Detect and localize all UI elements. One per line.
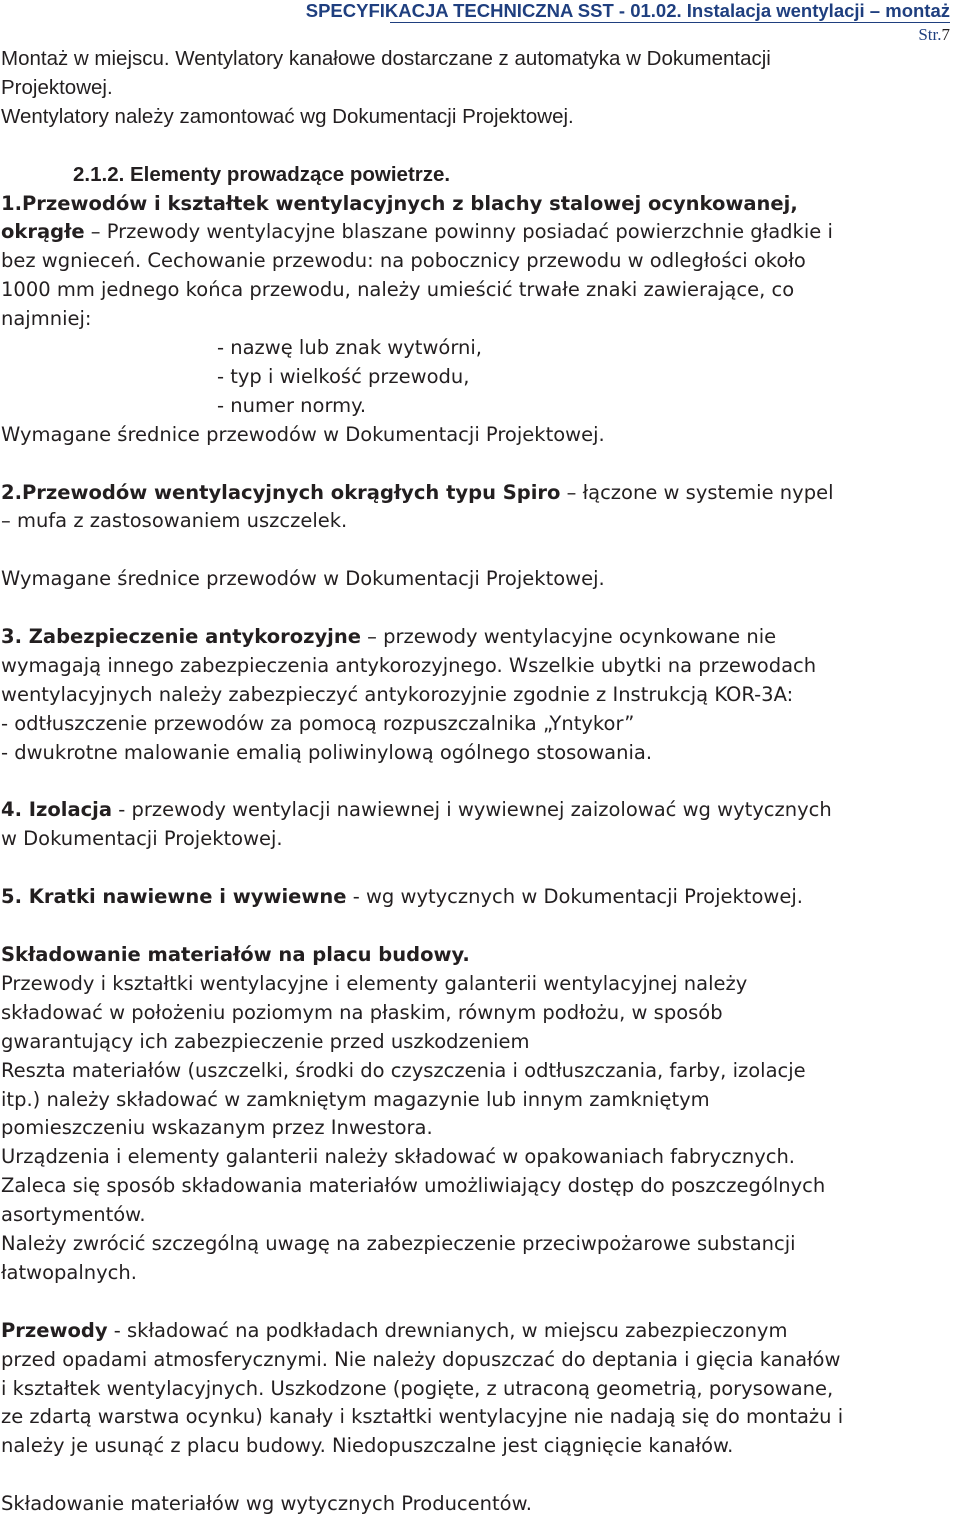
section-heading-212: 2.1.2. Elementy prowadzące powietrze. — [73, 162, 451, 186]
przewody-line: przed opadami atmosferycznymi. Nie należy dopuszczać do deptania i gięcia kanałów — [1, 1347, 841, 1371]
item-3-line-3: wentylacyjnych należy zabezpieczyć antykorozyjnie zgodnie z Instrukcją KOR-3A: — [1, 682, 794, 706]
item-1-line-4: najmniej: — [1, 307, 92, 331]
item-1-line-3: 1000 mm jednego końca przewodu, należy umieścić trwałe znaki zawierające, co — [1, 278, 795, 302]
item-1-heading: 1.Przewodów i kształtek wentylacyjnych z blachy stalowej ocynkowanej, — [1, 191, 798, 215]
final-line: Składowanie materiałów wg wytycznych Producentów. — [1, 1492, 532, 1516]
item-3-line-1: 3. Zabezpieczenie antykorozyjne – przewody wentylacyjne ocynkowane nie — [1, 625, 777, 649]
storage-line: Należy zwrócić szczególną uwagę na zabezpieczenie przeciwpożarowe substancji — [1, 1232, 796, 1256]
header-underline — [390, 22, 950, 23]
storage-line: pomieszczeniu wskazanym przez Inwestora. — [1, 1116, 433, 1140]
document-header-title: SPECYFIKACJA TECHNICZNA SST - 01.02. Instalacja wentylacji – montaż — [305, 0, 950, 21]
page-prefix: Str. — [918, 25, 942, 44]
przewody-line: ze zdartą warstwa ocynku) kanały i kształtki wentylacyjne nie nadają się do montażu i — [1, 1405, 844, 1429]
storage-line: składować w położeniu poziomym na płaskim, równym podłożu, w sposób — [1, 1000, 723, 1024]
item-1-list-item: - typ i wielkość przewodu, — [217, 364, 470, 388]
przewody-line-1: Przewody - składować na podkładach drewnianych, w miejscu zabezpieczonym — [1, 1318, 788, 1342]
storage-line: gwarantujący ich zabezpieczenie przed uszkodzeniem — [1, 1029, 530, 1053]
przewody-line: należy je usunąć z placu budowy. Niedopuszczalne jest ciągnięcie kanałów. — [1, 1434, 734, 1458]
intro-line-2: Projektowej. — [1, 75, 113, 99]
item-4-line-1: 4. Izolacja - przewody wentylacji nawiewnej i wywiewnej zaizolować wg wytycznych — [1, 798, 832, 822]
storage-line: Zaleca się sposób składowania materiałów umożliwiający dostęp do poszczególnych — [1, 1174, 826, 1198]
item-2-line-1: 2.Przewodów wentylacyjnych okrągłych typu Spiro – łączone w systemie nypel — [1, 480, 834, 504]
intro-line-3: Wentylatory należy zamontować wg Dokumentacji Projektowej. — [1, 104, 574, 128]
storage-line: Przewody i kształtki wentylacyjne i elementy galanterii wentylacyjnej należy — [1, 971, 748, 995]
item-2-line-2: – mufa z zastosowaniem uszczelek. — [1, 509, 348, 533]
przewody-line: i kształtek wentylacyjnych. Uszkodzone (pogięte, z utraconą geometrią, porysowane, — [1, 1376, 834, 1400]
storage-line: łatwopalnych. — [1, 1260, 137, 1284]
item-1-line-5: Wymagane średnice przewodów w Dokumentacji Projektowej. — [1, 422, 605, 446]
storage-line: Urządzenia i elementy galanterii należy składować w opakowaniach fabrycznych. — [1, 1145, 796, 1169]
storage-line: Reszta materiałów (uszczelki, środki do czyszczenia i odtłuszczania, farby, izolacje — [1, 1058, 806, 1082]
storage-line: asortymentów. — [1, 1203, 146, 1227]
item-1-list-item: - nazwę lub znak wytwórni, — [217, 336, 482, 360]
storage-heading: Składowanie materiałów na placu budowy. — [1, 942, 470, 966]
page-number — [1, 25, 958, 45]
item-1-line-2: bez wgnieceń. Cechowanie przewodu: na pobocznicy przewodu w odległości około — [1, 249, 806, 273]
item-5-line-1: 5. Kratki nawiewne i wywiewne - wg wytycznych w Dokumentacji Projektowej. — [1, 885, 803, 909]
intro-line-1: Montaż w miejscu. Wentylatory kanałowe dostarczane z automatyka w Dokumentacji — [1, 47, 771, 70]
page-number-value: 7 — [941, 25, 950, 44]
item-3-line-4: - odtłuszczenie przewodów za pomocą rozpuszczalnika „Yntykor” — [1, 711, 635, 735]
item-3-line-5: - dwukrotne malowanie emalią poliwinylową ogólnego stosowania. — [1, 740, 653, 764]
storage-line: itp.) należy składować w zamkniętym magazynie lub innym zamkniętym — [1, 1087, 710, 1111]
item-4-line-2: w Dokumentacji Projektowej. — [1, 827, 283, 851]
item-2-line-3: Wymagane średnice przewodów w Dokumentacji Projektowej. — [1, 567, 605, 591]
item-1-line-1: okrągłe – Przewody wentylacyjne blaszane powinny posiadać powierzchnie gładkie i — [1, 220, 833, 244]
item-1-list-item: - numer normy. — [217, 393, 367, 417]
item-3-line-2: wymagają innego zabezpieczenia antykorozyjnego. Wszelkie ubytki na przewodach — [1, 653, 817, 677]
